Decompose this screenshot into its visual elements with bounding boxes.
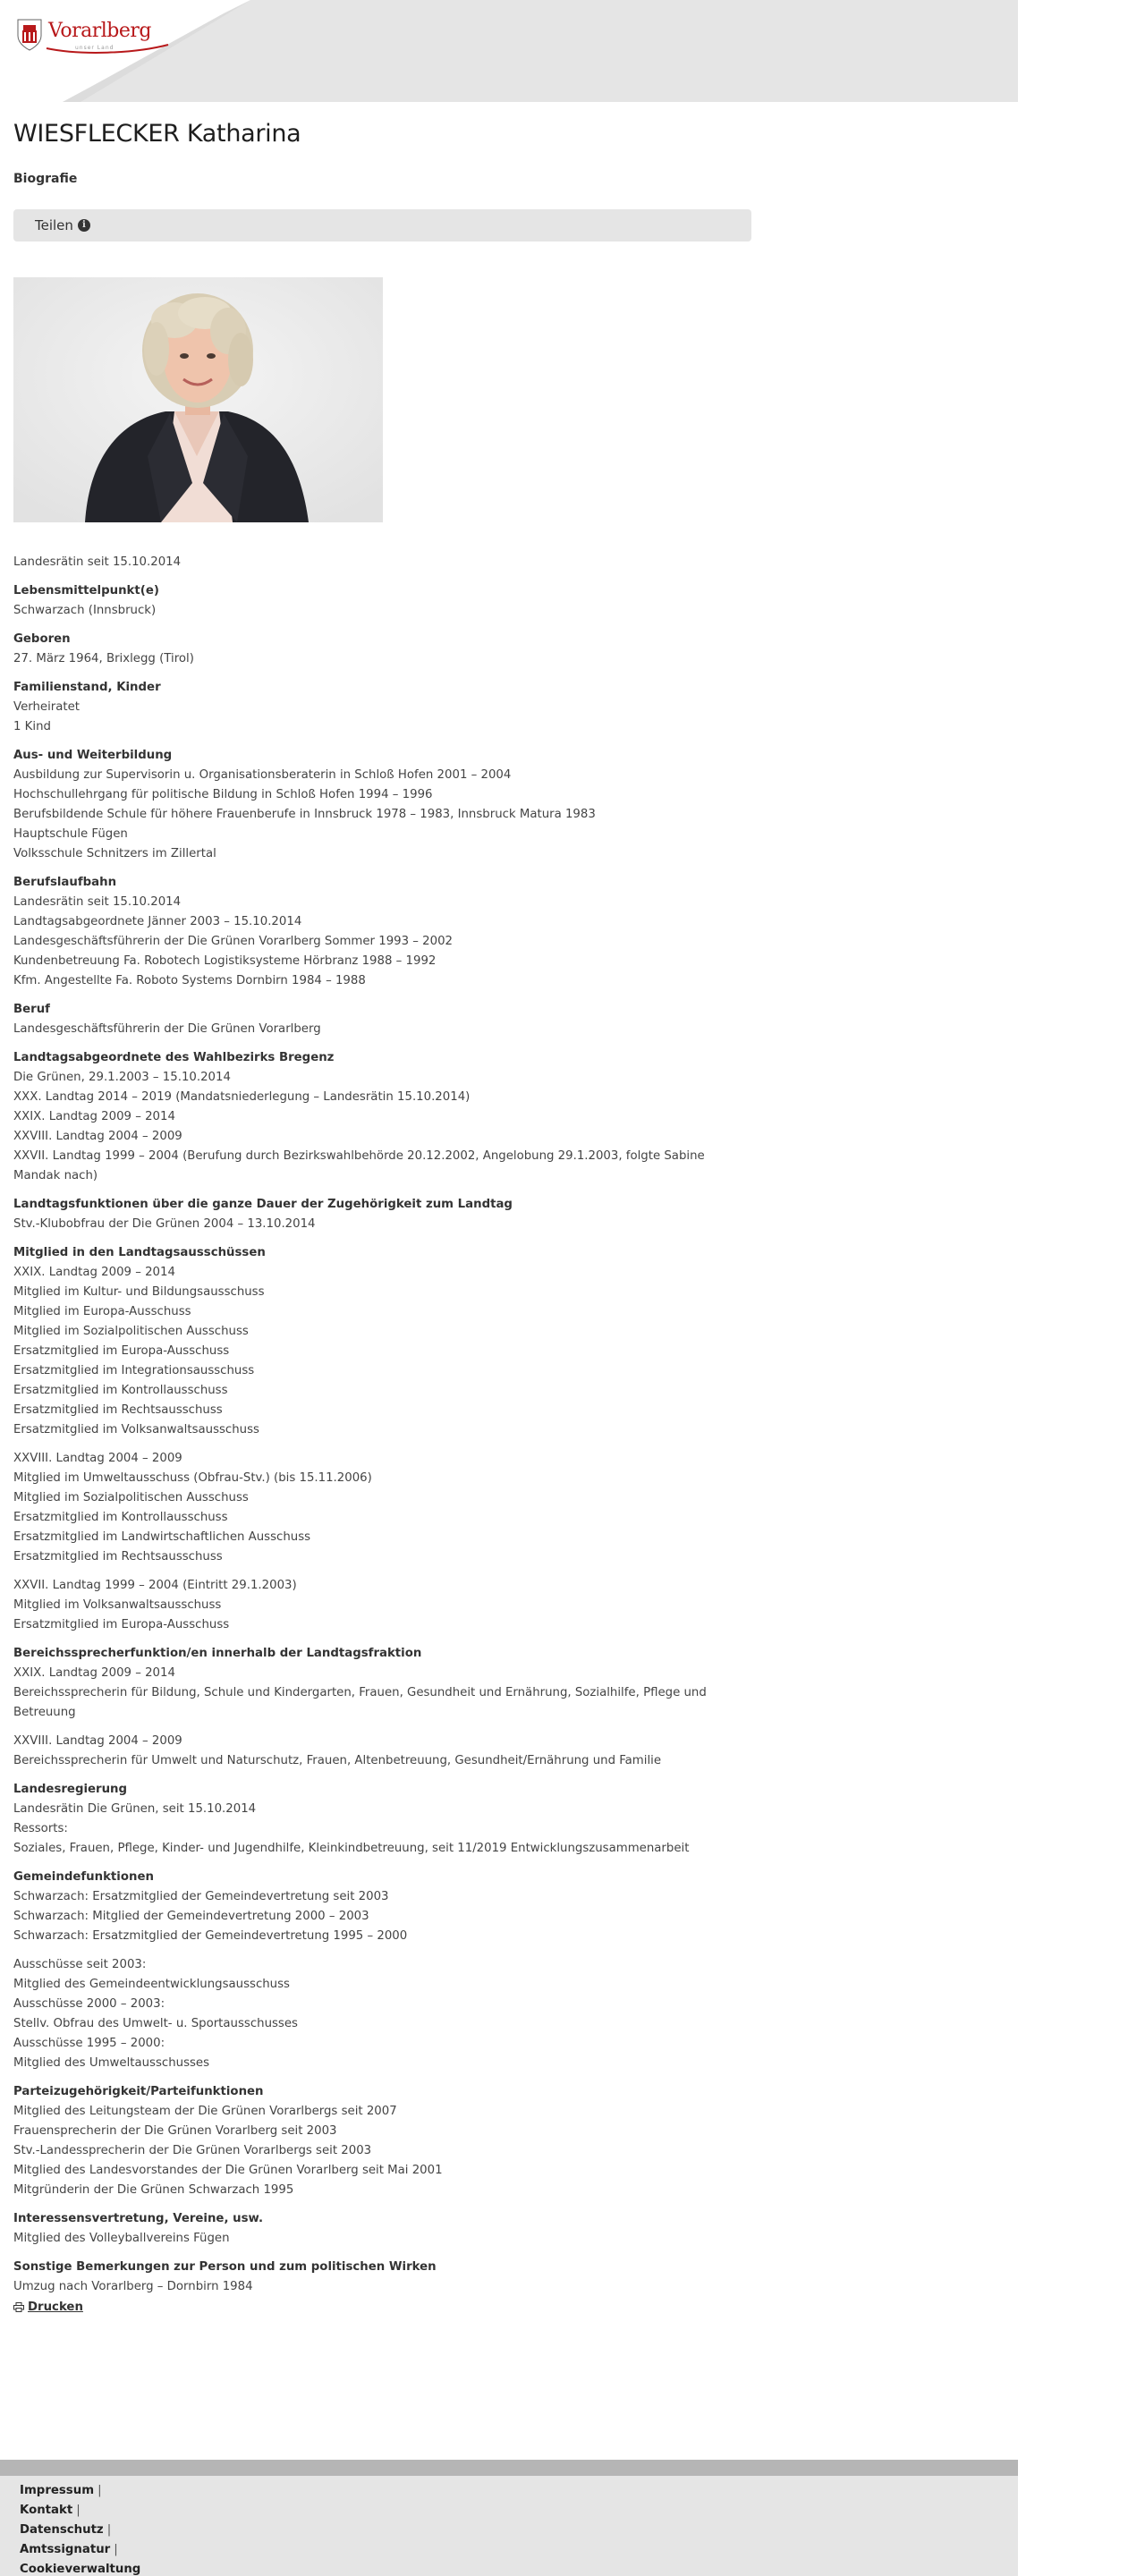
bio-block-line: Landesgeschäftsführerin der Die Grünen Vorarlberg Sommer 1993 – 2002 [13,935,454,948]
site-header [0,0,1018,102]
footer-item-amtssignatur [20,2540,140,2560]
bio-block-line: Ersatzmitglied im Europa-Ausschuss [13,1344,230,1358]
bio-block-line: Mitglied des Volleyballvereins Fügen [13,2232,230,2245]
bio-block-line: Mitglied im Volksanwaltsausschuss [13,1598,222,1612]
bio-block-line: Ersatzmitglied im Europa-Ausschuss [13,1618,230,1631]
share-button[interactable] [35,217,90,233]
bio-block-line: Hauptschule Fügen [13,827,128,841]
bio-block [13,1576,751,1635]
bio-block-line: Kundenbetreuung Fa. Robotech Logistiksysteme Hörbranz 1988 – 1992 [13,954,437,968]
bio-block-line: XXVIII. Landtag 2004 – 2009 [13,1734,182,1748]
portrait-photo [13,277,383,522]
bio-block [13,1868,751,1946]
bio-block-heading: Bereichssprecherfunktion/en innerhalb der Landtagsfraktion [13,1647,422,1660]
footer-link-amtssignatur[interactable]: Amtssignatur [20,2543,111,2556]
footer-link-impressum[interactable]: Impressum [20,2484,95,2497]
bio-block-line: Ersatzmitglied im Volksanwaltsausschuss [13,1423,259,1436]
printer-icon [13,2302,24,2312]
bio-block-line: Landesgeschäftsführerin der Die Grünen Vorarlberg [13,1022,321,1036]
bio-block [13,1243,751,1440]
bio-block-line: Frauensprecherin der Die Grünen Vorarlberg seit 2003 [13,2124,337,2138]
bio-block-line: XXVIII. Landtag 2004 – 2009 [13,1452,182,1465]
bio-block-heading: Interessensvertretung, Vereine, usw. [13,2212,264,2225]
bio-block [13,746,751,864]
bio-block-line: Mitglied im Umweltausschuss (Obfrau-Stv.) (bis 15.11.2006) [13,1471,372,1485]
bio-block-heading: Aus- und Weiterbildung [13,749,173,762]
bio-block-line: Schwarzach: Ersatzmitglied der Gemeindevertretung 1995 – 2000 [13,1929,408,1943]
bio-block-line: Landtagsabgeordnete Jänner 2003 – 15.10.2014 [13,915,302,928]
bio-block [13,2082,751,2200]
bio-block-line: Ersatzmitglied im Kontrollausschuss [13,1511,228,1524]
footer-item-datenschutz [20,2521,140,2540]
bio-block-line: Mitglied im Kultur- und Bildungsausschuss [13,1285,265,1299]
bio-block-line: 27. März 1964, Brixlegg (Tirol) [13,652,194,665]
bio-block [13,1644,751,1723]
bio-block-heading: Familienstand, Kinder [13,681,161,694]
bio-block-line: Mitglied des Landesvorstandes der Die Grünen Vorarlberg seit Mai 2001 [13,2164,443,2177]
bio-block-line: Soziales, Frauen, Pflege, Kinder- und Jugendhilfe, Kleinkindbetreuung, seit 11/2019 Entwicklungszusammenarbeit [13,1842,690,1855]
footer-item-kontakt [20,2501,140,2521]
bio-block-line: XXIX. Landtag 2009 – 2014 [13,1266,175,1279]
bio-block-line: Schwarzach: Mitglied der Gemeindevertretung 2000 – 2003 [13,1910,369,1923]
footer-links [20,2481,140,2576]
bio-block-line: Hochschullehrgang für politische Bildung in Schloß Hofen 1994 – 1996 [13,788,433,801]
bio-block-heading: Berufslaufbahn [13,876,117,889]
bio-block-line: 1 Kind [13,720,51,733]
biography-content [13,553,751,2306]
page-title: WIESFLECKER Katharina [13,120,301,148]
bio-block-heading: Landtagsabgeordnete des Wahlbezirks Bregenz [13,1051,335,1064]
footer-separator: | [98,2484,102,2497]
share-label: Teilen [35,217,73,233]
bio-block-heading: Parteizugehörigkeit/Parteifunktionen [13,2085,264,2098]
bio-block-heading: Landtagsfunktionen über die ganze Dauer der Zugehörigkeit zum Landtag [13,1198,513,1211]
bio-block-line: XXX. Landtag 2014 – 2019 (Mandatsniederlegung – Landesrätin 15.10.2014) [13,1090,471,1104]
info-icon: i [78,219,90,232]
footer-separator: | [114,2543,118,2556]
bio-block [13,1048,751,1186]
bio-block-line: Stv.-Landessprecherin der Die Grünen Vorarlbergs seit 2003 [13,2144,372,2157]
bio-block-line: Mitglied im Sozialpolitischen Ausschuss [13,1325,249,1338]
bio-block-heading: Sonstige Bemerkungen zur Person und zum politischen Wirken [13,2260,437,2274]
bio-block-line: XXIX. Landtag 2009 – 2014 [13,1110,175,1123]
vorarlberg-logo[interactable] [13,13,156,57]
bio-block-line: Berufsbildende Schule für höhere Frauenberufe in Innsbruck 1978 – 1983, Innsbruck Matura 1983 [13,808,596,821]
bio-block-line: Ausbildung zur Supervisorin u. Organisationsberaterin in Schloß Hofen 2001 – 2004 [13,768,512,782]
bio-block-line: Mitglied im Sozialpolitischen Ausschuss [13,1491,249,1504]
bio-block-heading: Mitglied in den Landtagsausschüssen [13,1246,266,1259]
bio-block [13,873,751,991]
bio-block-line: Ersatzmitglied im Landwirtschaftlichen Ausschuss [13,1530,311,1544]
bio-block-line: Ersatzmitglied im Rechtsausschuss [13,1403,223,1417]
bio-block [13,581,751,621]
bio-block-line: XXVII. Landtag 1999 – 2004 (Berufung durch Bezirkswahlbehörde 20.12.2002, Angelobung 29.1.2003, folgte Sabine Mandak nach) [13,1149,705,1182]
bio-block-line: Ersatzmitglied im Integrationsausschuss [13,1364,255,1377]
bio-block-line: Schwarzach (Innsbruck) [13,604,157,617]
logo-subline: unser Land [75,45,114,51]
bio-block-line: Mitgründerin der Die Grünen Schwarzach 1995 [13,2183,294,2197]
bio-block-line: Mitglied des Gemeindeentwicklungsausschuss [13,1978,290,1991]
footer-item-cookieverwaltung [20,2560,140,2576]
footer-band [0,2460,1018,2476]
bio-block [13,1732,751,1771]
footer-link-cookieverwaltung[interactable]: Cookieverwaltung [20,2563,141,2576]
bio-block-line: Verheiratet [13,700,81,714]
bio-block-line: XXIX. Landtag 2009 – 2014 [13,1666,175,1680]
bio-block-line: Ausschüsse 1995 – 2000: [13,2037,165,2050]
footer-link-datenschutz[interactable]: Datenschutz [20,2523,104,2537]
bio-block [13,2258,751,2297]
bio-block [13,2209,751,2249]
bio-block-line: Mitglied des Umweltausschusses [13,2056,210,2070]
bio-block-line: Bereichssprecherin für Bildung, Schule und Kindergarten, Frauen, Gesundheit und Ernährung, Sozialhilfe, Pflege und Betreuung [13,1686,707,1719]
bio-block [13,1780,751,1859]
bio-block [13,630,751,669]
bio-block-heading: Landesregierung [13,1783,128,1796]
portrait-illustration [13,277,383,522]
bio-block-line: Bereichssprecherin für Umwelt und Naturschutz, Frauen, Altenbetreuung, Gesundheit/Ernährung und Familie [13,1754,662,1767]
bio-block [13,1449,751,1567]
print-label: Drucken [28,2301,83,2314]
share-bar [13,209,751,242]
bio-block-line: Ersatzmitglied im Kontrollausschuss [13,1384,228,1397]
coat-of-arms-icon [16,18,43,52]
section-label-biografie: Biografie [13,172,78,186]
bio-block-line: Landesrätin seit 15.10.2014 [13,895,182,909]
bio-blocks [13,581,751,2297]
bio-block-line: Stellv. Obfrau des Umwelt- u. Sportausschusses [13,2017,298,2030]
bio-block-line: XXVIII. Landtag 2004 – 2009 [13,1130,182,1143]
bio-block-line: Die Grünen, 29.1.2003 – 15.10.2014 [13,1071,231,1084]
bio-block [13,1955,751,2073]
bio-block-line: Volksschule Schnitzers im Zillertal [13,847,216,860]
bio-block [13,1195,751,1234]
bio-block-heading: Lebensmittelpunkt(e) [13,584,159,597]
bio-block-line: Mitglied des Leitungsteam der Die Grünen Vorarlbergs seit 2007 [13,2105,397,2118]
bio-block-heading: Geboren [13,632,71,646]
footer-separator: | [106,2523,112,2537]
bio-block-line: Kfm. Angestellte Fa. Roboto Systems Dornbirn 1984 – 1988 [13,974,366,987]
bio-block-line: Stv.-Klubobfrau der Die Grünen 2004 – 13.10.2014 [13,1217,316,1231]
bio-block-line: Schwarzach: Ersatzmitglied der Gemeindevertretung seit 2003 [13,1890,389,1903]
bio-block-heading: Gemeindefunktionen [13,1870,154,1884]
bio-block [13,1000,751,1039]
footer-separator: | [76,2504,81,2517]
bio-block-line: Ersatzmitglied im Rechtsausschuss [13,1550,223,1563]
site-footer [0,2476,1018,2576]
bio-block-line: Ausschüsse 2000 – 2003: [13,1997,165,2011]
footer-link-kontakt[interactable]: Kontakt [20,2504,73,2517]
print-link[interactable] [13,2301,83,2314]
bio-block-line: Ausschüsse seit 2003: [13,1958,147,1971]
footer-item-impressum [20,2481,140,2501]
bio-block-line: XXVII. Landtag 1999 – 2004 (Eintritt 29.1.2003) [13,1579,297,1592]
bio-block-line: Landesrätin Die Grünen, seit 15.10.2014 [13,1802,257,1816]
bio-block-line: Umzug nach Vorarlberg – Dornbirn 1984 [13,2280,253,2293]
bio-block-line: Ressorts: [13,1822,68,1835]
bio-block-heading: Beruf [13,1003,50,1016]
bio-block [13,678,751,737]
bio-lead: Landesrätin seit 15.10.2014 [13,555,182,569]
bio-block-line: Mitglied im Europa-Ausschuss [13,1305,191,1318]
logo-wordmark: Vorarlberg [48,20,152,42]
